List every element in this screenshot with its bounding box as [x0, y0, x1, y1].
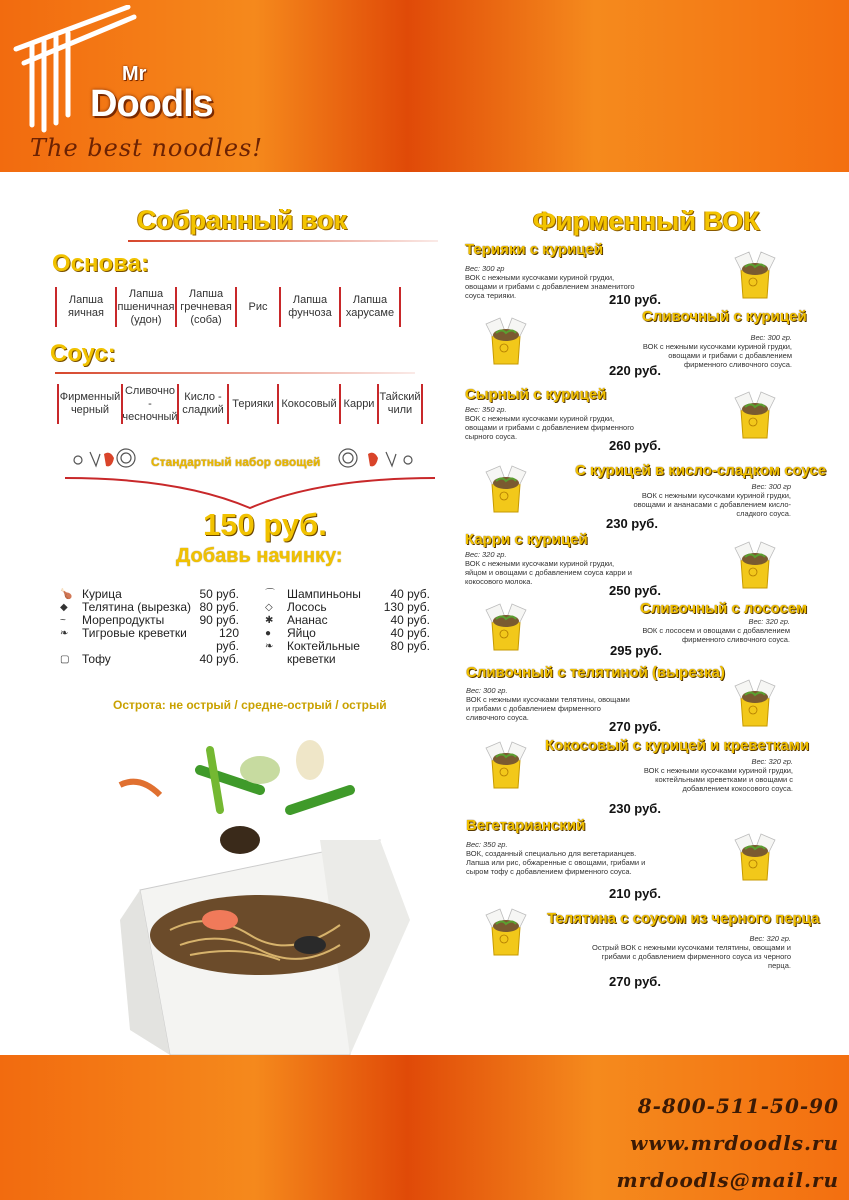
item-desc-text: Острый ВОК с нежными кусочками телятины, овощами и грибами с добавлением фирменного соуса из черного перца.	[592, 943, 791, 970]
filling-price: 40 руб.	[390, 587, 430, 601]
item-description	[465, 405, 635, 441]
phone-number[interactable]: 8-800-511-50-90	[637, 1094, 839, 1118]
seafood-icon: ~	[60, 615, 66, 626]
filling-name: Тофу	[82, 652, 111, 666]
filling-price: 40 руб.	[390, 626, 430, 640]
filling-name: Яйцо	[287, 626, 316, 640]
item-description	[466, 840, 646, 876]
tofu-icon: ▢	[60, 654, 70, 665]
filling-price: 120 руб.	[216, 626, 239, 653]
spice-levels: Острота: не острый / средне-острый / острый	[113, 698, 387, 712]
item-description	[614, 617, 790, 644]
base-option: Лапша фунчоза	[279, 287, 339, 327]
item-desc-text: ВОК с нежными кусочками куриной грудки, овощами и грибами с добавлением знаменитого соуса терияки.	[465, 273, 635, 300]
item-price: 230 руб.	[609, 801, 661, 816]
item-description	[466, 686, 636, 722]
sauce-option: Тайский чили	[377, 384, 423, 424]
mushroom-icon: ⌒	[265, 589, 275, 600]
item-weight: Вес: 320 гр.	[751, 757, 793, 766]
wok-box-icon	[480, 738, 532, 790]
item-price: 210 руб.	[609, 886, 661, 901]
item-description	[627, 757, 793, 793]
item-title: Карри с курицей	[465, 531, 588, 548]
fillings-left	[60, 588, 239, 666]
salmon-icon: ◇	[265, 602, 273, 613]
logo-name: Doodls	[90, 83, 213, 125]
logo-mr: Mr	[122, 63, 147, 85]
sauce-option: Фирменный черный	[57, 384, 121, 424]
filling-name: Тигровые креветки	[82, 626, 187, 640]
item-title: С курицей в кисло-сладком соусе	[575, 462, 827, 479]
wok-box-image	[110, 730, 430, 1055]
sauce-option: Сливочно - чесночный	[122, 384, 178, 423]
base-option: Лапша яичная	[55, 287, 115, 327]
wok-box-icon	[729, 248, 781, 300]
wok-box-icon	[729, 676, 781, 728]
add-filling-label: Добавь начинку:	[176, 545, 343, 567]
sauce-label: Соус:	[50, 340, 116, 367]
wok-box-icon	[729, 538, 781, 590]
filling-row	[60, 653, 239, 666]
filling-price: 40 руб.	[390, 613, 430, 627]
sauce-option: Кисло - сладкий	[177, 384, 227, 424]
wok-box-icon	[480, 462, 532, 514]
item-price: 210 руб.	[609, 292, 661, 307]
vegetables-label: Стандартный набор овощей	[151, 455, 321, 469]
tagline: The best noodles!	[30, 134, 264, 162]
filling-name: Шампиньоны	[287, 587, 361, 601]
pineapple-icon: ✱	[265, 615, 274, 626]
item-price: 230 руб.	[606, 516, 658, 531]
fillings-right	[265, 588, 430, 666]
item-price: 270 руб.	[609, 719, 661, 734]
item-title: Сливочный с телятиной (вырезка)	[466, 664, 725, 681]
sauce-options	[57, 384, 423, 424]
item-title: Телятина с соусом из черного перца	[547, 910, 820, 927]
item-title: Кокосовый с курицей и креветками	[545, 737, 810, 754]
item-desc-text: ВОК с нежными кусочками куриной грудки, овощами и грибами с добавлением фирменного сливочного соуса.	[642, 342, 792, 369]
wok-box-icon	[480, 905, 532, 957]
filling-name: Коктейльные креветки	[287, 639, 360, 666]
base-label: Основа:	[52, 250, 149, 277]
item-price: 270 руб.	[609, 974, 661, 989]
base-price: 150 руб.	[203, 507, 327, 542]
item-title: Сливочный с курицей	[642, 308, 807, 325]
email-link[interactable]: mrdoodls@mail.ru	[616, 1168, 839, 1192]
filling-name: Морепродукты	[82, 613, 165, 627]
wok-box-icon	[480, 314, 532, 366]
filling-price: 80 руб.	[199, 600, 239, 614]
filling-name: Телятина (вырезка)	[82, 600, 192, 614]
item-desc-text: ВОК с нежными кусочками куриной грудки, яйцом и овощами с добавлением соуса карри и кокосового молока.	[465, 559, 632, 586]
item-price: 260 руб.	[609, 438, 661, 453]
filling-price: 50 руб.	[199, 587, 239, 601]
item-price: 250 руб.	[609, 583, 661, 598]
filling-name: Курица	[82, 587, 122, 601]
item-weight: Вес: 300 гр.	[750, 333, 792, 342]
wok-box-icon	[480, 600, 532, 652]
vegetables-icon	[336, 446, 416, 470]
item-title: Сырный с курицей	[465, 386, 607, 403]
chicken-icon: 🍗	[60, 589, 73, 600]
item-weight: Вес: 320 гр.	[465, 550, 507, 559]
item-title: Сливочный с лососем	[640, 600, 808, 617]
vegetables-icon	[70, 446, 150, 470]
filling-price: 40 руб.	[199, 652, 239, 666]
item-weight: Вес: 300 гр.	[466, 686, 508, 695]
item-title: Вегетарианский	[466, 817, 586, 834]
item-weight: Вес: 350 гр.	[466, 840, 508, 849]
filling-row	[265, 640, 430, 666]
item-weight: Вес: 300 гр	[465, 264, 505, 273]
item-desc-text: ВОК с нежными кусочками куриной грудки, овощами и грибами с добавлением фирменного сырного соуса.	[465, 414, 634, 441]
signature-wok-title: Фирменный ВОК	[533, 206, 760, 236]
item-desc-text: ВОК с нежными кусочками куриной грудки, овощами и ананасами с добавлением кисло-сладкого соуса.	[633, 491, 791, 518]
base-option: Лапша гречневая (соба)	[175, 287, 235, 327]
cocktail-shrimp-icon: ❧	[265, 641, 274, 652]
item-desc-text: ВОК, созданный специально для вегетарианцев. Лапша или рис, обжаренные с овощами, грибами и сыром тофу с добавлением фирменного соуса.	[466, 849, 646, 876]
item-weight: Вес: 320 гр.	[749, 934, 791, 943]
divider	[128, 240, 438, 242]
item-title: Терияки с курицей	[465, 241, 604, 258]
item-price: 220 руб.	[609, 363, 661, 378]
filling-name: Ананас	[287, 613, 328, 627]
item-desc-text: ВОК с нежными кусочками куриной грудки, коктейльными креветками и овощами с добавлением кокосового соуса.	[643, 766, 793, 793]
filling-price: 90 руб.	[199, 613, 239, 627]
filling-price: 130 руб.	[383, 600, 430, 614]
sauce-option: Терияки	[227, 384, 277, 424]
item-desc-text: ВОК с лососем и овощами с добавлением фирменного сливочного соуса.	[642, 626, 790, 644]
item-weight: Вес: 320 гр.	[748, 617, 790, 626]
item-description	[616, 482, 791, 518]
chevron-divider	[60, 470, 440, 510]
item-weight: Вес: 300 гр	[751, 482, 791, 491]
sauce-option: Карри	[339, 384, 377, 424]
item-description	[577, 934, 791, 970]
wok-box-icon	[729, 388, 781, 440]
base-options	[55, 287, 401, 327]
filling-name: Лосось	[287, 600, 327, 614]
shrimp-icon: ❧	[60, 628, 69, 639]
wok-box-icon	[729, 830, 781, 882]
filling-price: 80 руб.	[390, 639, 430, 653]
filling-row	[60, 627, 239, 653]
assembled-wok-title: Собранный вок	[137, 205, 348, 235]
base-option: Рис	[235, 287, 279, 327]
contacts	[616, 1088, 839, 1199]
base-option: Лапша пшеничная (удон)	[115, 287, 175, 327]
item-desc-text: ВОК с нежными кусочками телятины, овощами и грибами с добавлением фирменного сливочного соуса.	[466, 695, 630, 722]
item-weight: Вес: 350 гр.	[465, 405, 507, 414]
egg-icon: ●	[265, 628, 272, 639]
sauce-option: Кокосовый	[277, 384, 339, 424]
item-price: 295 руб.	[610, 643, 662, 658]
veal-icon: ◆	[60, 602, 68, 613]
base-option: Лапша харусаме	[339, 287, 401, 327]
item-description	[465, 550, 635, 586]
divider	[55, 372, 415, 374]
website-link[interactable]: www.mrdoodls.ru	[630, 1131, 839, 1155]
